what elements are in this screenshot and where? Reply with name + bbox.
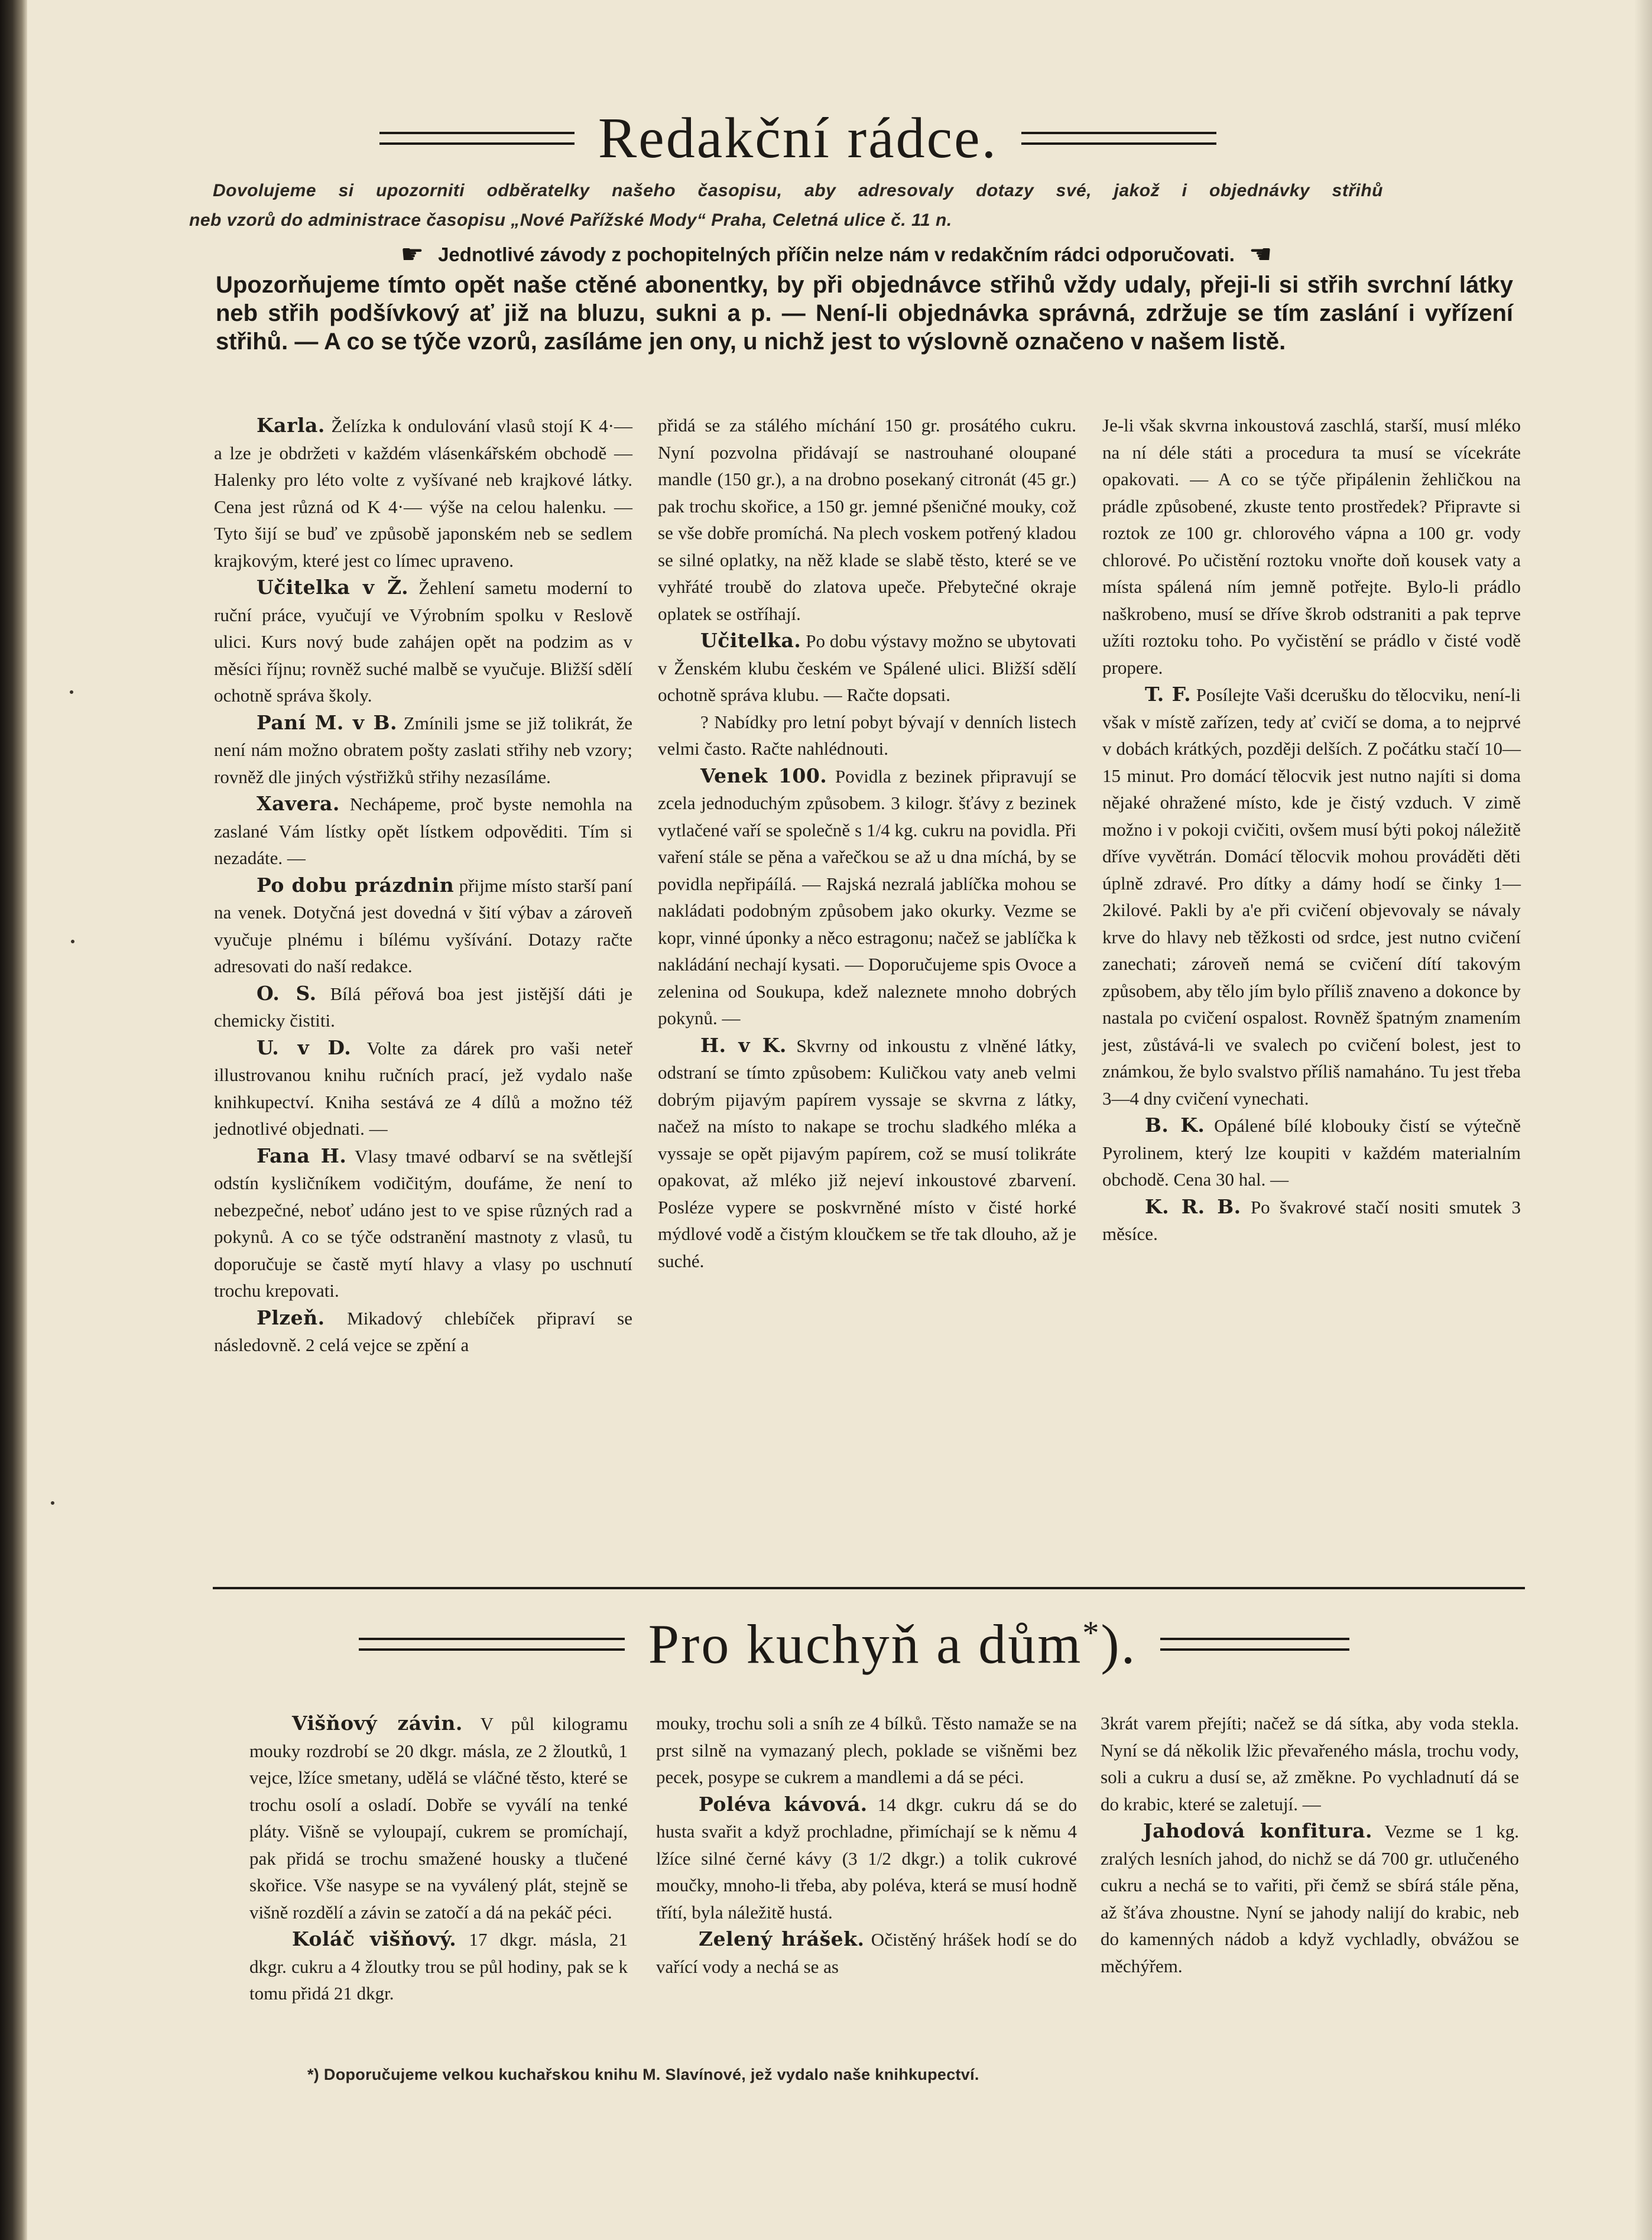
title-rule-left (379, 132, 575, 145)
entry-text: Zmínili jsme se již tolikrát, že není nám možno obratem pošty zaslati střihy neb vzory; rovněž dle jiných výstřižků střihy nezasíláme. (214, 712, 632, 787)
section2-title (648, 1614, 1137, 1676)
entry-heading: Koláč višňový. (292, 1927, 457, 1950)
entry-text: Želízka k ondulování vlasů stojí K 4·— a lze je obdržeti v každém vlásenkářském obchodě — Halenky pro léto volte z vyšívané neb krajkové látky. Cena jest různá od K 4·— výše na celou halenku. — Tyto šijí se buď ve způsobě japonském neb se sedlem krajkovým, které jest co límec upraveno. (214, 415, 632, 571)
entry-paragraph (656, 1791, 1077, 1926)
section-divider (213, 1587, 1525, 1589)
entry-heading: Učitelka v Ž. (257, 576, 409, 599)
entry-paragraph (214, 709, 632, 791)
entry-paragraph (656, 1710, 1077, 1791)
section1-column-2 (658, 412, 1076, 1274)
entry-text: Bílá péřová boa jest jistější dáti je chemicky čistiti. (214, 983, 633, 1031)
section1-title: Redakční rádce. (598, 106, 998, 170)
entry-paragraph (658, 412, 1076, 627)
entry-paragraph (658, 762, 1076, 1032)
entry-text: Očistěný hrášek hodí se do vařící vody a nechá se as (656, 1929, 1077, 1977)
entry-paragraph (1102, 1193, 1521, 1248)
entry-text: Posílejte Vaši dcerušku do tělocviku, není-li však v místě zařízen, tedy ať cvičí se doma, a to nejprvé v dobách krátkých, později delších. Z počátku stačí 10—15 minut. Pro domácí tělocvik jest nutno najíti si doma nějaké ohražené místo, kde je čistý vzduch. V zimě možno i v pokoji cvičiti, ovšem musí býti pokoj náležitě dříve vyvětrán. Domácí tělocvik mohou prováděti děti úplně zdravé. Pro dítky a dámy hodí se činky 1—2kilové. Pakli by a'e při cvičení objevovaly se návaly krve do hlavy neb těžkosti od srdce, jest nutno cvičení zanechati; zároveň nemá se cvičení dítí takovým způsobem, aby tělo jím bylo příliš znaveno a dokonce by nastala po cvičení ospalost. Rovněž špatným znamením jest, zůstává-li ve svalech po cvičení bolest, jest to známkou, že bylo svalstvo příliš namaháno. Tu jest třeba 3—4 dny cvičení vynechati. (1102, 684, 1521, 1109)
footnote: *) Doporučujeme velkou kuchařskou knihu M. Slavínové, jež vydalo naše knihkupectví. (307, 2066, 979, 2083)
section2-column-3 (1101, 1710, 1519, 1979)
entry-heading: Poléva kávová. (699, 1792, 868, 1816)
entry-text: Vezme se 1 kg. zralých lesních jahod, do nichž se dá 700 gr. utlučeného cukru a nechá se to vařiti, při čemž se sbírá stále pěna, až šťáva zhoustne. Nyní se jahody nalijí do krabic, neb do kamenných nádob a když vychladly, obvážou se měchýřem. (1101, 1821, 1519, 1976)
entry-heading: Karla. (257, 414, 325, 437)
section2-title-text: Pro kuchyň a dům (648, 1614, 1083, 1676)
entry-text: Povidla z bezinek připravují se zcela jednoduchým způsobem. 3 kilogr. šťávy z bezinek vytlačené vaří se společně s 1/4 kg. cukru na povidla. Při vaření stále se pěna a vařečkou se až u dna míchá, by se povidla nepřipáílá. — Rajská nezralá jablíčka mohou se nakládati podobným způsobem jako okurky. Vezme se kopr, vinné úponky a něco estragonu; načež se jablíčka k nakládání nechají kysati. — Doporučujeme spis Ovoce a zelenina od Soukupa, kdež naleznete mnoho dobrých pokynů. — (658, 765, 1076, 1028)
title2-rule-right (1160, 1638, 1349, 1651)
entry-heading: K. R. B. (1145, 1194, 1241, 1218)
entry-paragraph (214, 980, 632, 1034)
entry-paragraph (214, 1034, 632, 1142)
section2-title-mark: * (1082, 1615, 1101, 1651)
entry-paragraph (214, 1142, 632, 1304)
entry-heading: Višňový závin. (292, 1712, 463, 1735)
entry-text: 3krát varem přejíti; načež se dá sítka, aby voda stekla. Nyní se dá několik lžic převařeného másla, trochu vody, soli a cukru a dusí se, až změkne. Po vychladnutí dá se do krabic, které se zaletují. — (1101, 1713, 1519, 1814)
entry-text: Nechápeme, proč byste nemohla na zaslané Vám lístky opět lístkem odpověditi. Tím si nezadáte. — (214, 794, 632, 868)
callout-text: Upozorňujeme tímto opět naše ctěné abonentky, by při objednávce střihů vždy udaly, přeji-li si střih svrchní látky neb střih podšívkový ať již na bluzu, sukni a p. — Není-li objednávka správná, zdržuje se tím zaslání i vyřízení střihů. — A co se týče vzorů, zasíláme jen ony, u nichž jest to výslovně označeno v našem listě. (216, 272, 1513, 355)
entry-paragraph (1102, 681, 1521, 1112)
entry-paragraph (658, 1032, 1076, 1275)
entry-paragraph (249, 1710, 628, 1926)
entry-text: Žehlení sametu moderní to ruční práce, vyučují ve Výrobním spolku v Reslově ulici. Kurs nový bude zahájen opět na podzim as v měsíci říjnu; rovněž suché malbě se vyučuje. Bližší sdělí ochotně správa školy. (214, 577, 632, 706)
section2-column-1 (249, 1710, 628, 2007)
entry-heading: O. S. (257, 981, 317, 1005)
entry-heading: U. v D. (257, 1035, 352, 1059)
section1-column-1 (214, 412, 632, 1359)
entry-text: 14 dkgr. cukru dá se do husta svařit a když prochladne, přimíchají se k němu 4 lžíce silné černé kávy (3 1/2 dkgr.) a tolik cukrové moučky, mnoho-li třeba, aby poléva, která se musí hodně třítí, byla náležitě hustá. (656, 1794, 1077, 1923)
entry-paragraph (658, 627, 1076, 709)
entry-paragraph (249, 1926, 628, 2007)
pointing-hand-right-icon: ☛ (400, 240, 424, 269)
notice-line-2: neb vzorů do administrace časopisu „Nové Pařížské Mody“ Praha, Celetná ulice č. 11 n. (189, 210, 952, 230)
paper-speck (51, 1501, 54, 1505)
entry-heading: Plzeň. (257, 1306, 325, 1329)
section2-title-end: ). (1101, 1614, 1137, 1676)
entry-heading: H. v K. (700, 1033, 787, 1057)
warning-row (284, 239, 1389, 270)
paper-speck (70, 690, 73, 694)
entry-text: Volte za dárek pro vaši neteř illustrovanou knihu ručních prací, jež vydalo naše knihkupectví. Kniha sestává ze 4 dílů a možno též jednotlivé objednati. — (214, 1037, 632, 1139)
entry-heading: Učitelka. (700, 629, 801, 652)
entry-text: Po dobu výstavy možno se ubytovati v Ženském klubu českém ve Spálené ulici. Bližší sdělí ochotně správa klubu. — Račte dopsati. (658, 631, 1076, 705)
entry-paragraph (1102, 1112, 1521, 1193)
entry-text: Mikadový chlebíček připraví se následovně. 2 celá vejce se zpění a (214, 1307, 632, 1355)
entry-text: Je-li však skvrna inkoustová zaschlá, starší, musí mléko na ní déle státi a procedura ta musí se vícekráte opakovati. — A co se týče připálenin žehličkou na prádle způsobené, zkuste tento prostředek? Připravte si roztok ze 100 gr. chlorového vápna a 100 gr. vody chlorové. Po učistění roztoku vnořte doň kousek vaty a místa spálená ním jemně potřejte. Bylo-li prádlo naškrobeno, musí se dříve škrob odstraniti a pak teprve užíti roztoku toho. Po vyčistění se prádlo v čisté vodě propere. (1102, 415, 1521, 678)
entry-text: mouky, trochu soli a sníh ze 4 bílků. Těsto namaže se na prst silně na vymazaný plech, poklade se višněmi bez pecek, posype se cukrem a mandlemi a dá se péci. (656, 1713, 1077, 1787)
entry-paragraph (1102, 412, 1521, 681)
book-spine (0, 0, 27, 2240)
section1-header (177, 106, 1419, 170)
section2-column-2 (656, 1710, 1077, 1980)
entry-text: přijme místo starší paní na venek. Dotyčná jest dovedná v šití výbav a zároveň vyučuje plnému i bílému vyšívání. Dotazy račte adresovati do naší redakce. (214, 875, 633, 976)
title2-rule-left (359, 1638, 625, 1651)
entry-heading: Fana H. (257, 1144, 347, 1167)
entry-paragraph (214, 872, 632, 980)
entry-paragraph (1101, 1817, 1519, 1979)
entry-paragraph (658, 709, 1076, 762)
pointing-hand-left-icon: ☚ (1248, 240, 1273, 269)
notice-line-1: Dovolujeme si upozorniti odběratelky našeho časopisu, aby adresovaly dotazy své, jakož i objednávky střihů (213, 181, 1383, 200)
entry-heading: Paní M. v B. (257, 710, 398, 734)
entry-heading: B. K. (1145, 1113, 1205, 1137)
entry-heading: Po dobu prázdnin (257, 873, 455, 897)
entry-text: V půl kilogramu mouky rozdrobí se 20 dkgr. másla, ze 2 žloutků, 1 vejce, lžíce smetany, udělá se vláčné těsto, které se trochu osolí a osladí. Dobře se vyválí na tenké pláty. Višně se vyloupají, cukrem se promíchají, pak přidá se trochu smažené housky a tlučené skořice. Vše nasype se na vyválený plát, stejně se višně rozdělí a závin se zatočí a dá na pekáč péci. (249, 1713, 628, 1923)
title-rule-right (1021, 132, 1216, 145)
section2-header (189, 1614, 1519, 1676)
entry-paragraph (214, 790, 632, 872)
entry-paragraph (214, 1304, 632, 1359)
entry-text: 17 dkgr. másla, 21 dkgr. cukru a 4 žloutky trou se půl hodiny, pak se k tomu přidá 21 dkgr. (249, 1929, 628, 2004)
entry-paragraph (656, 1926, 1077, 1980)
entry-paragraph (214, 574, 632, 709)
entry-text: ? Nabídky pro letní pobyt bývají v denních listech velmi často. Račte nahlédnouti. (658, 711, 1076, 759)
entry-text: přidá se za stálého míchání 150 gr. prosátého cukru. Nyní pozvolna přidávají se nastrouhané oloupané mandle (150 gr.), a na drobno posekaný citronát (45 gr.) pak trochu skořice, a 150 gr. jemné pšeničné mouky, což se vše dobře promíchá. Na plech voskem potřený kladou se silné oplatky, na něž klade se slabě těsto, které se ve vyhřáté troubě do zlatova upeče. Přebytečné okraje oplatek se ostříhají. (658, 415, 1076, 624)
page-edge-shadow (1634, 0, 1652, 2240)
entry-heading: Jahodová konfitura. (1143, 1819, 1373, 1842)
entry-text: Skvrny od inkoustu z vlněné látky, odstraní se tímto způsobem: Kuličkou vaty aneb velmi dobrým pijavým papírem vyssaje se skvrna z látky, načež na místo to nakape se trochu sladkého mléka a vyssaje se opět pijavým papírem, což se musí tolikráte opakovat, až mléko již nejeví inkoustové zbarvení. Posléze vypere se poskvrněné místo v čisté horké mýdlové vodě a čistým kloučkem se tře tak dlouho, až je suché. (658, 1035, 1076, 1271)
entry-paragraph (214, 412, 632, 574)
entry-text: Opálené bílé klobouky čistí se výtečně Pyrolinem, který lze koupiti v každém materialním obchodě. Cena 30 hal. — (1102, 1115, 1521, 1190)
entry-text: Vlasy tmavé odbarví se na světlejší odstín kysličníkem vodičitým, doufáme, že není to nebezpečné, neboť udáno jest to ve spise různých rad a pokynů. A co se týče odstranění mastnoty z vlasů, tu doporučuje se častě mytí hlavy a vlasy po uschnutí trochu krepovati. (214, 1145, 632, 1301)
entry-heading: T. F. (1145, 683, 1192, 706)
entry-heading: Venek 100. (700, 764, 827, 787)
entry-paragraph (1101, 1710, 1519, 1817)
section1-column-3 (1102, 412, 1521, 1248)
entry-heading: Zelený hrášek. (699, 1927, 865, 1950)
warning-text: Jednotlivé závody z pochopitelných příčin nelze nám v redakčním rádci odporučovati. (438, 243, 1235, 265)
paper-speck (71, 940, 74, 943)
entry-text: Po švakrové stačí nositi smutek 3 měsíce. (1102, 1196, 1521, 1244)
entry-heading: Xavera. (257, 792, 340, 815)
